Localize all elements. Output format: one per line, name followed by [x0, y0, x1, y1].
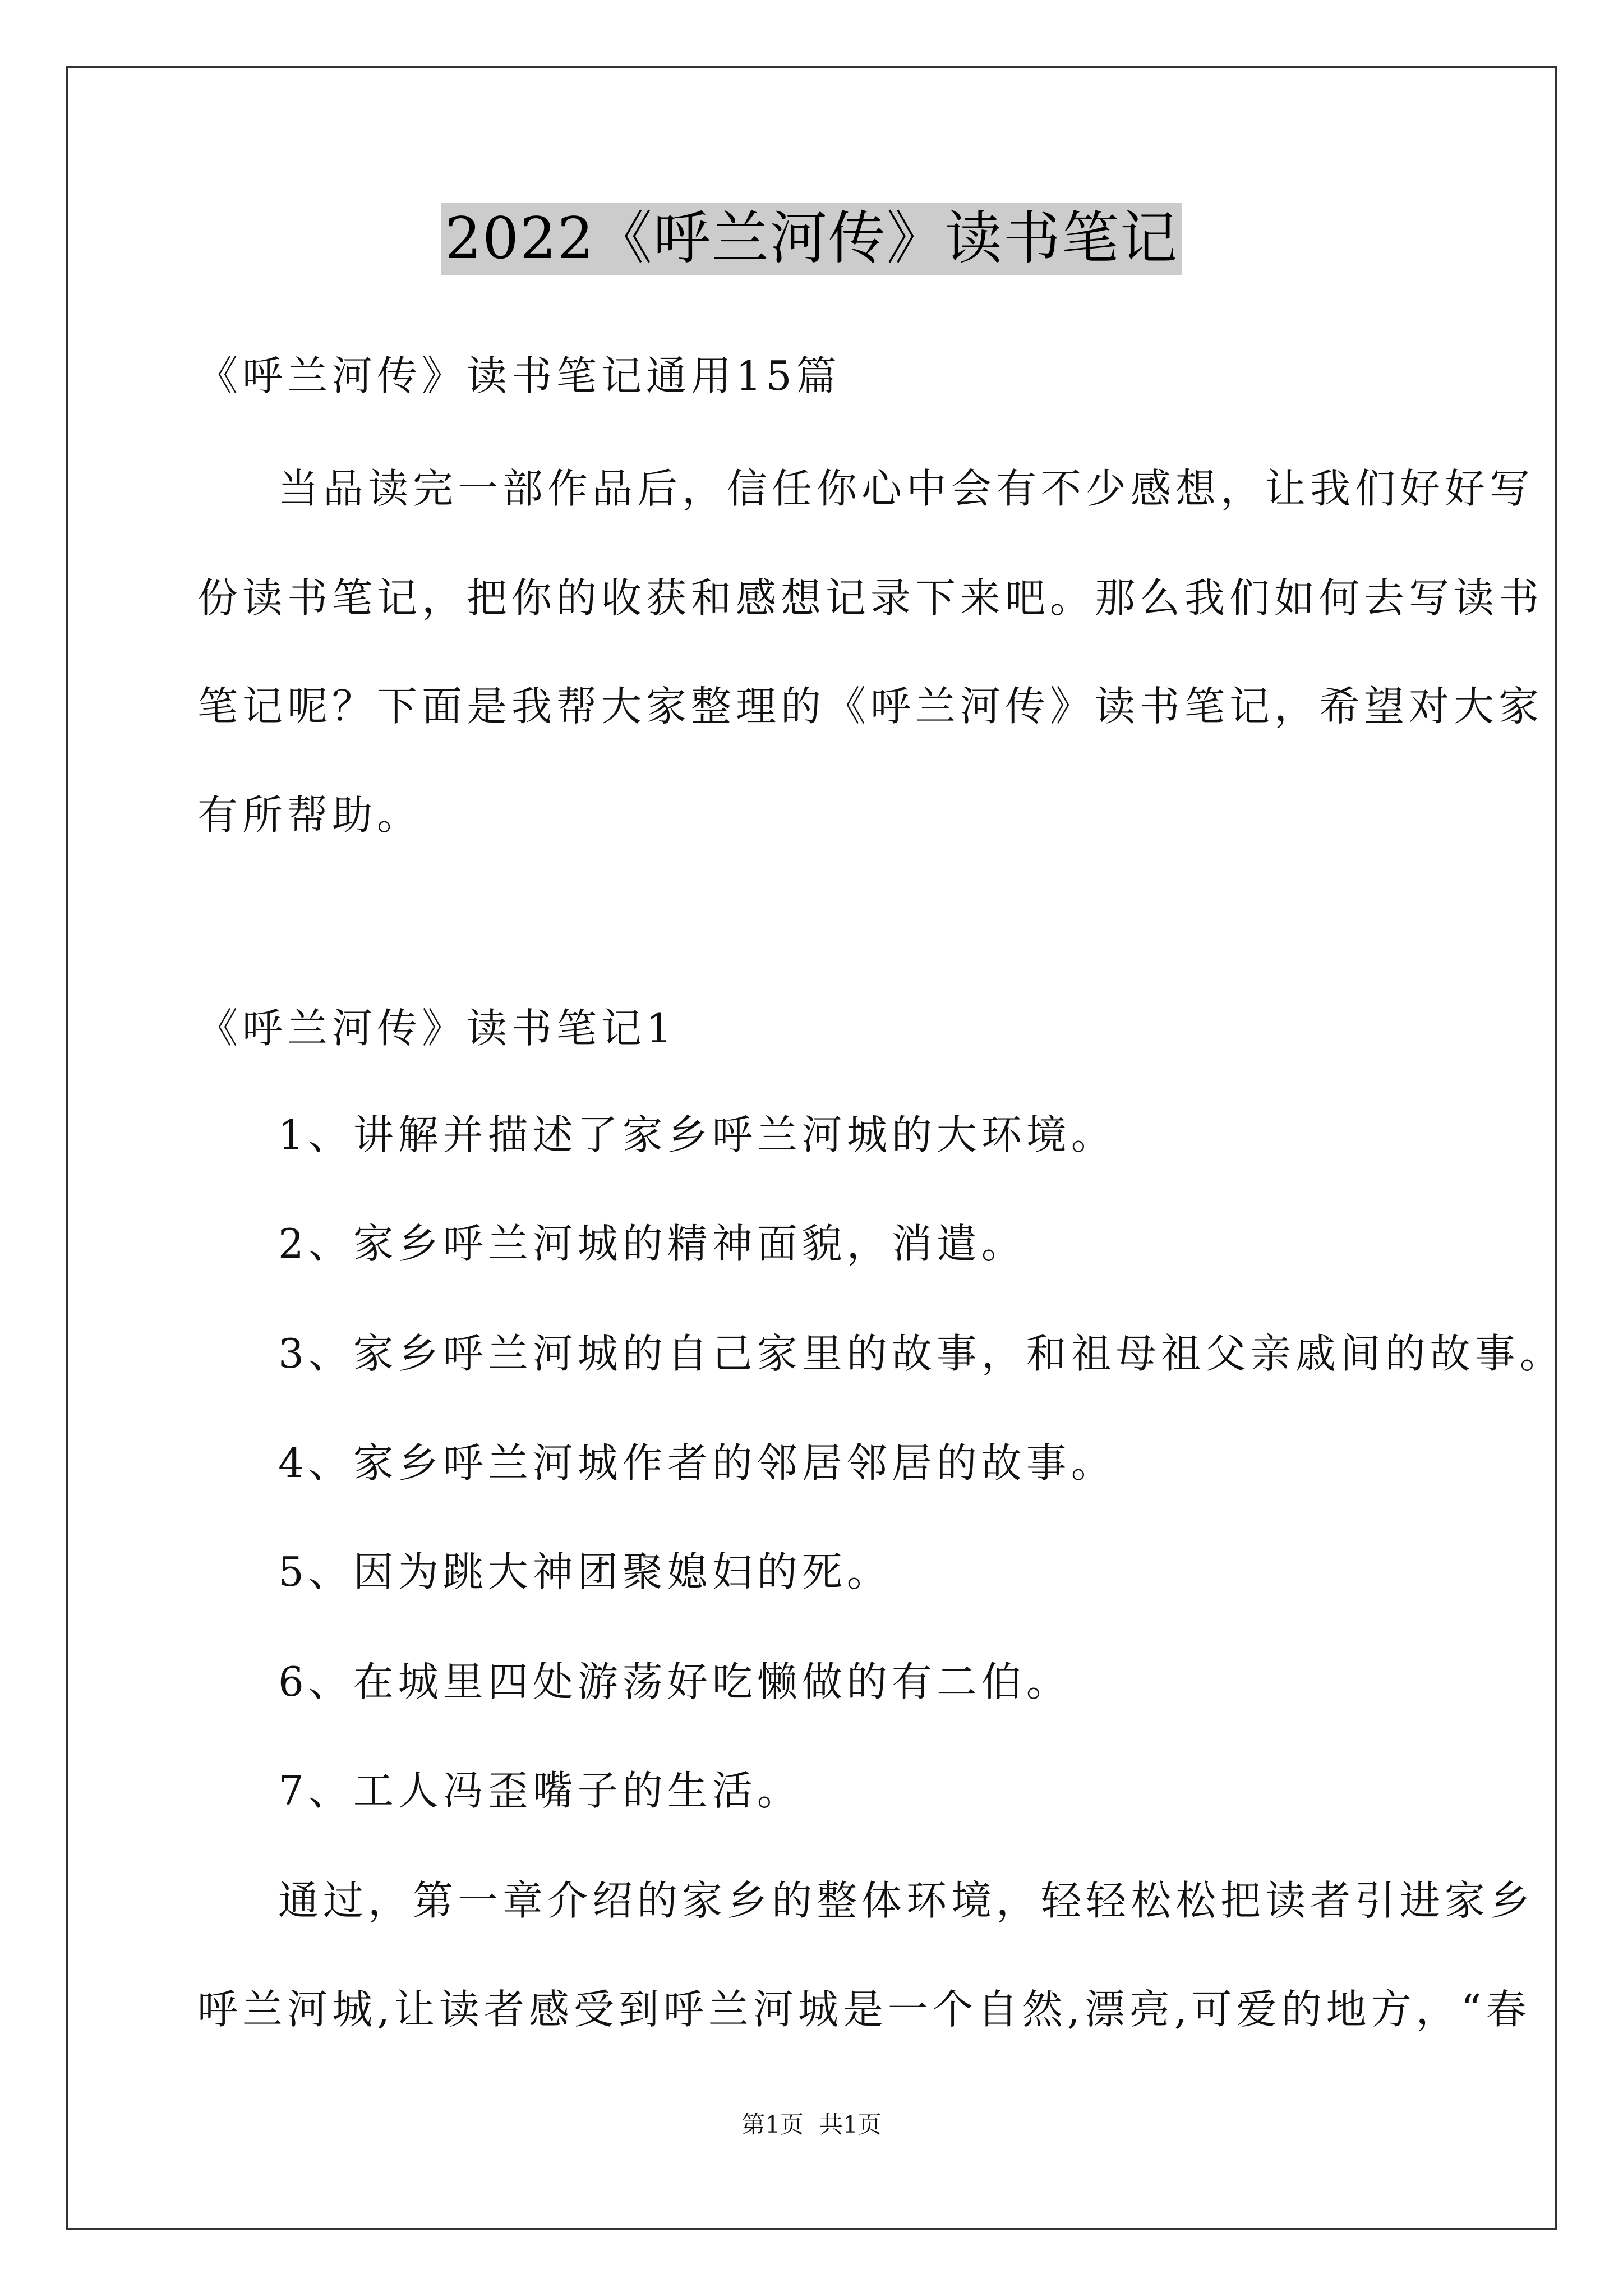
document-title: 2022《呼兰河传》读书笔记 [441, 203, 1182, 275]
page-total: 共1页 [819, 2111, 882, 2138]
title-container [0, 203, 1623, 275]
page-number: 第1页 [741, 2111, 804, 2138]
page-footer [0, 2109, 1623, 2141]
intro-line-3: 笔记呢？下面是我帮大家整理的《呼兰河传》读书笔记，希望对大家 [197, 683, 1544, 730]
list-item: 7、工人冯歪嘴子的生活。 [278, 1767, 802, 1814]
list-item: 5、因为跳大神团聚媳妇的死。 [278, 1548, 892, 1595]
section-heading: 《呼兰河传》读书笔记1 [197, 1005, 676, 1052]
closing-line-2: 呼兰河城,让读者感受到呼兰河城是一个自然,漂亮,可爱的地方，“春 [197, 1986, 1531, 2033]
list-item: 6、在城里四处游荡好吃懒做的有二伯。 [278, 1658, 1071, 1705]
document-subtitle: 《呼兰河传》读书笔记通用15篇 [197, 352, 841, 399]
list-item: 1、讲解并描述了家乡呼兰河城的大环境。 [278, 1111, 1116, 1158]
closing-line-1: 通过，第一章介绍的家乡的整体环境，轻轻松松把读者引进家乡 [278, 1877, 1535, 1924]
list-item: 4、家乡呼兰河城作者的邻居邻居的故事。 [278, 1439, 1116, 1487]
intro-line-1: 当品读完一部作品后，信任你心中会有不少感想，让我们好好写 [278, 465, 1535, 512]
list-item: 3、家乡呼兰河城的自己家里的故事，和祖母祖父亲戚间的故事。 [278, 1330, 1565, 1377]
intro-line-4: 有所帮助。 [197, 792, 422, 839]
list-item: 2、家乡呼兰河城的精神面貌，消遣。 [278, 1220, 1026, 1267]
intro-line-2: 份读书笔记，把你的收获和感想记录下来吧。那么我们如何去写读书 [197, 574, 1544, 622]
